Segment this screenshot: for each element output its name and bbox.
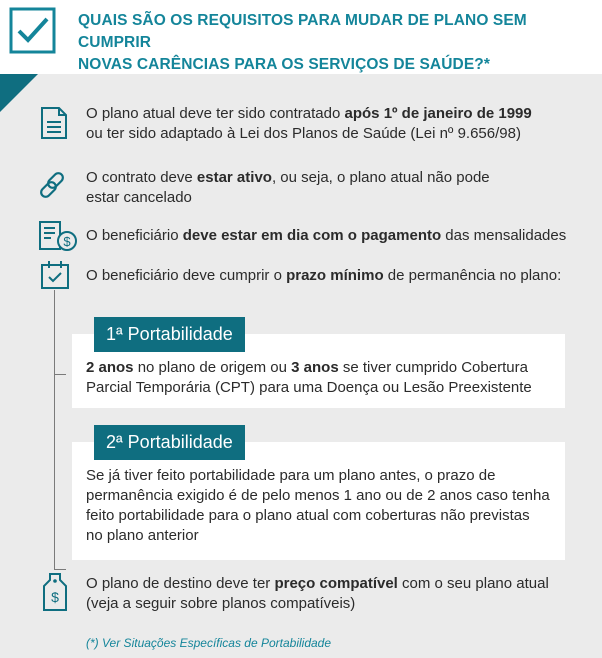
page-title bbox=[78, 10, 578, 76]
footnote-link[interactable]: (*) Ver Situações Específicas de Portabilidade bbox=[86, 636, 332, 650]
title-line-1: QUAIS SÃO OS REQUISITOS PARA MUDAR DE PLANO SEM CUMPRIR bbox=[78, 12, 527, 51]
connector-line bbox=[54, 290, 55, 570]
checkbox-check-icon bbox=[9, 7, 56, 54]
requirement-text: O plano de destino deve ter preço compatível com o seu plano atual (veja a seguir sobre planos compatíveis) bbox=[86, 575, 549, 612]
requirements-panel bbox=[0, 74, 602, 658]
corner-triangle bbox=[0, 74, 38, 112]
title-line-2: NOVAS CARÊNCIAS PARA OS SERVIÇOS DE SAÚDE?* bbox=[78, 56, 490, 73]
portabilidade-1-badge: 1ª Portabilidade bbox=[94, 317, 245, 352]
portabilidade-2-text: Se já tiver feito portabilidade para um plano antes, o prazo de permanência exigido é de pelo menos 1 ano ou de 2 anos caso tenha feito portabilidade para o plano atual com coberturas não previstas no plano anterior bbox=[86, 467, 550, 544]
bill-dollar-icon bbox=[38, 220, 78, 252]
portabilidade-1-text: 2 anos no plano de origem ou 3 anos se tiver cumprido Cobertura Parcial Temporária (CPT) para uma Doença ou Lesão Preexistente bbox=[86, 359, 532, 396]
svg-text:$: $ bbox=[63, 234, 71, 249]
portabilidade-2-badge: 2ª Portabilidade bbox=[94, 425, 245, 460]
connector-tick bbox=[54, 374, 66, 375]
requirement-text: O beneficiário deve cumprir o prazo mínimo de permanência no plano: bbox=[86, 267, 562, 284]
requirement-text: O beneficiário deve estar em dia com o pagamento das mensalidades bbox=[86, 227, 567, 244]
requirement-text: O contrato deve estar ativo, ou seja, o plano atual não pode estar cancelado bbox=[86, 169, 490, 206]
connector-tick bbox=[54, 569, 66, 570]
price-tag-icon bbox=[42, 572, 68, 612]
svg-text:$: $ bbox=[51, 589, 59, 605]
document-icon bbox=[40, 106, 68, 140]
calendar-check-icon bbox=[40, 260, 70, 290]
link-icon bbox=[40, 170, 70, 200]
requirement-text: O plano atual deve ter sido contratado após 1º de janeiro de 1999 ou ter sido adaptado à Lei dos Planos de Saúde (Lei nº 9.656/98) bbox=[86, 105, 532, 142]
